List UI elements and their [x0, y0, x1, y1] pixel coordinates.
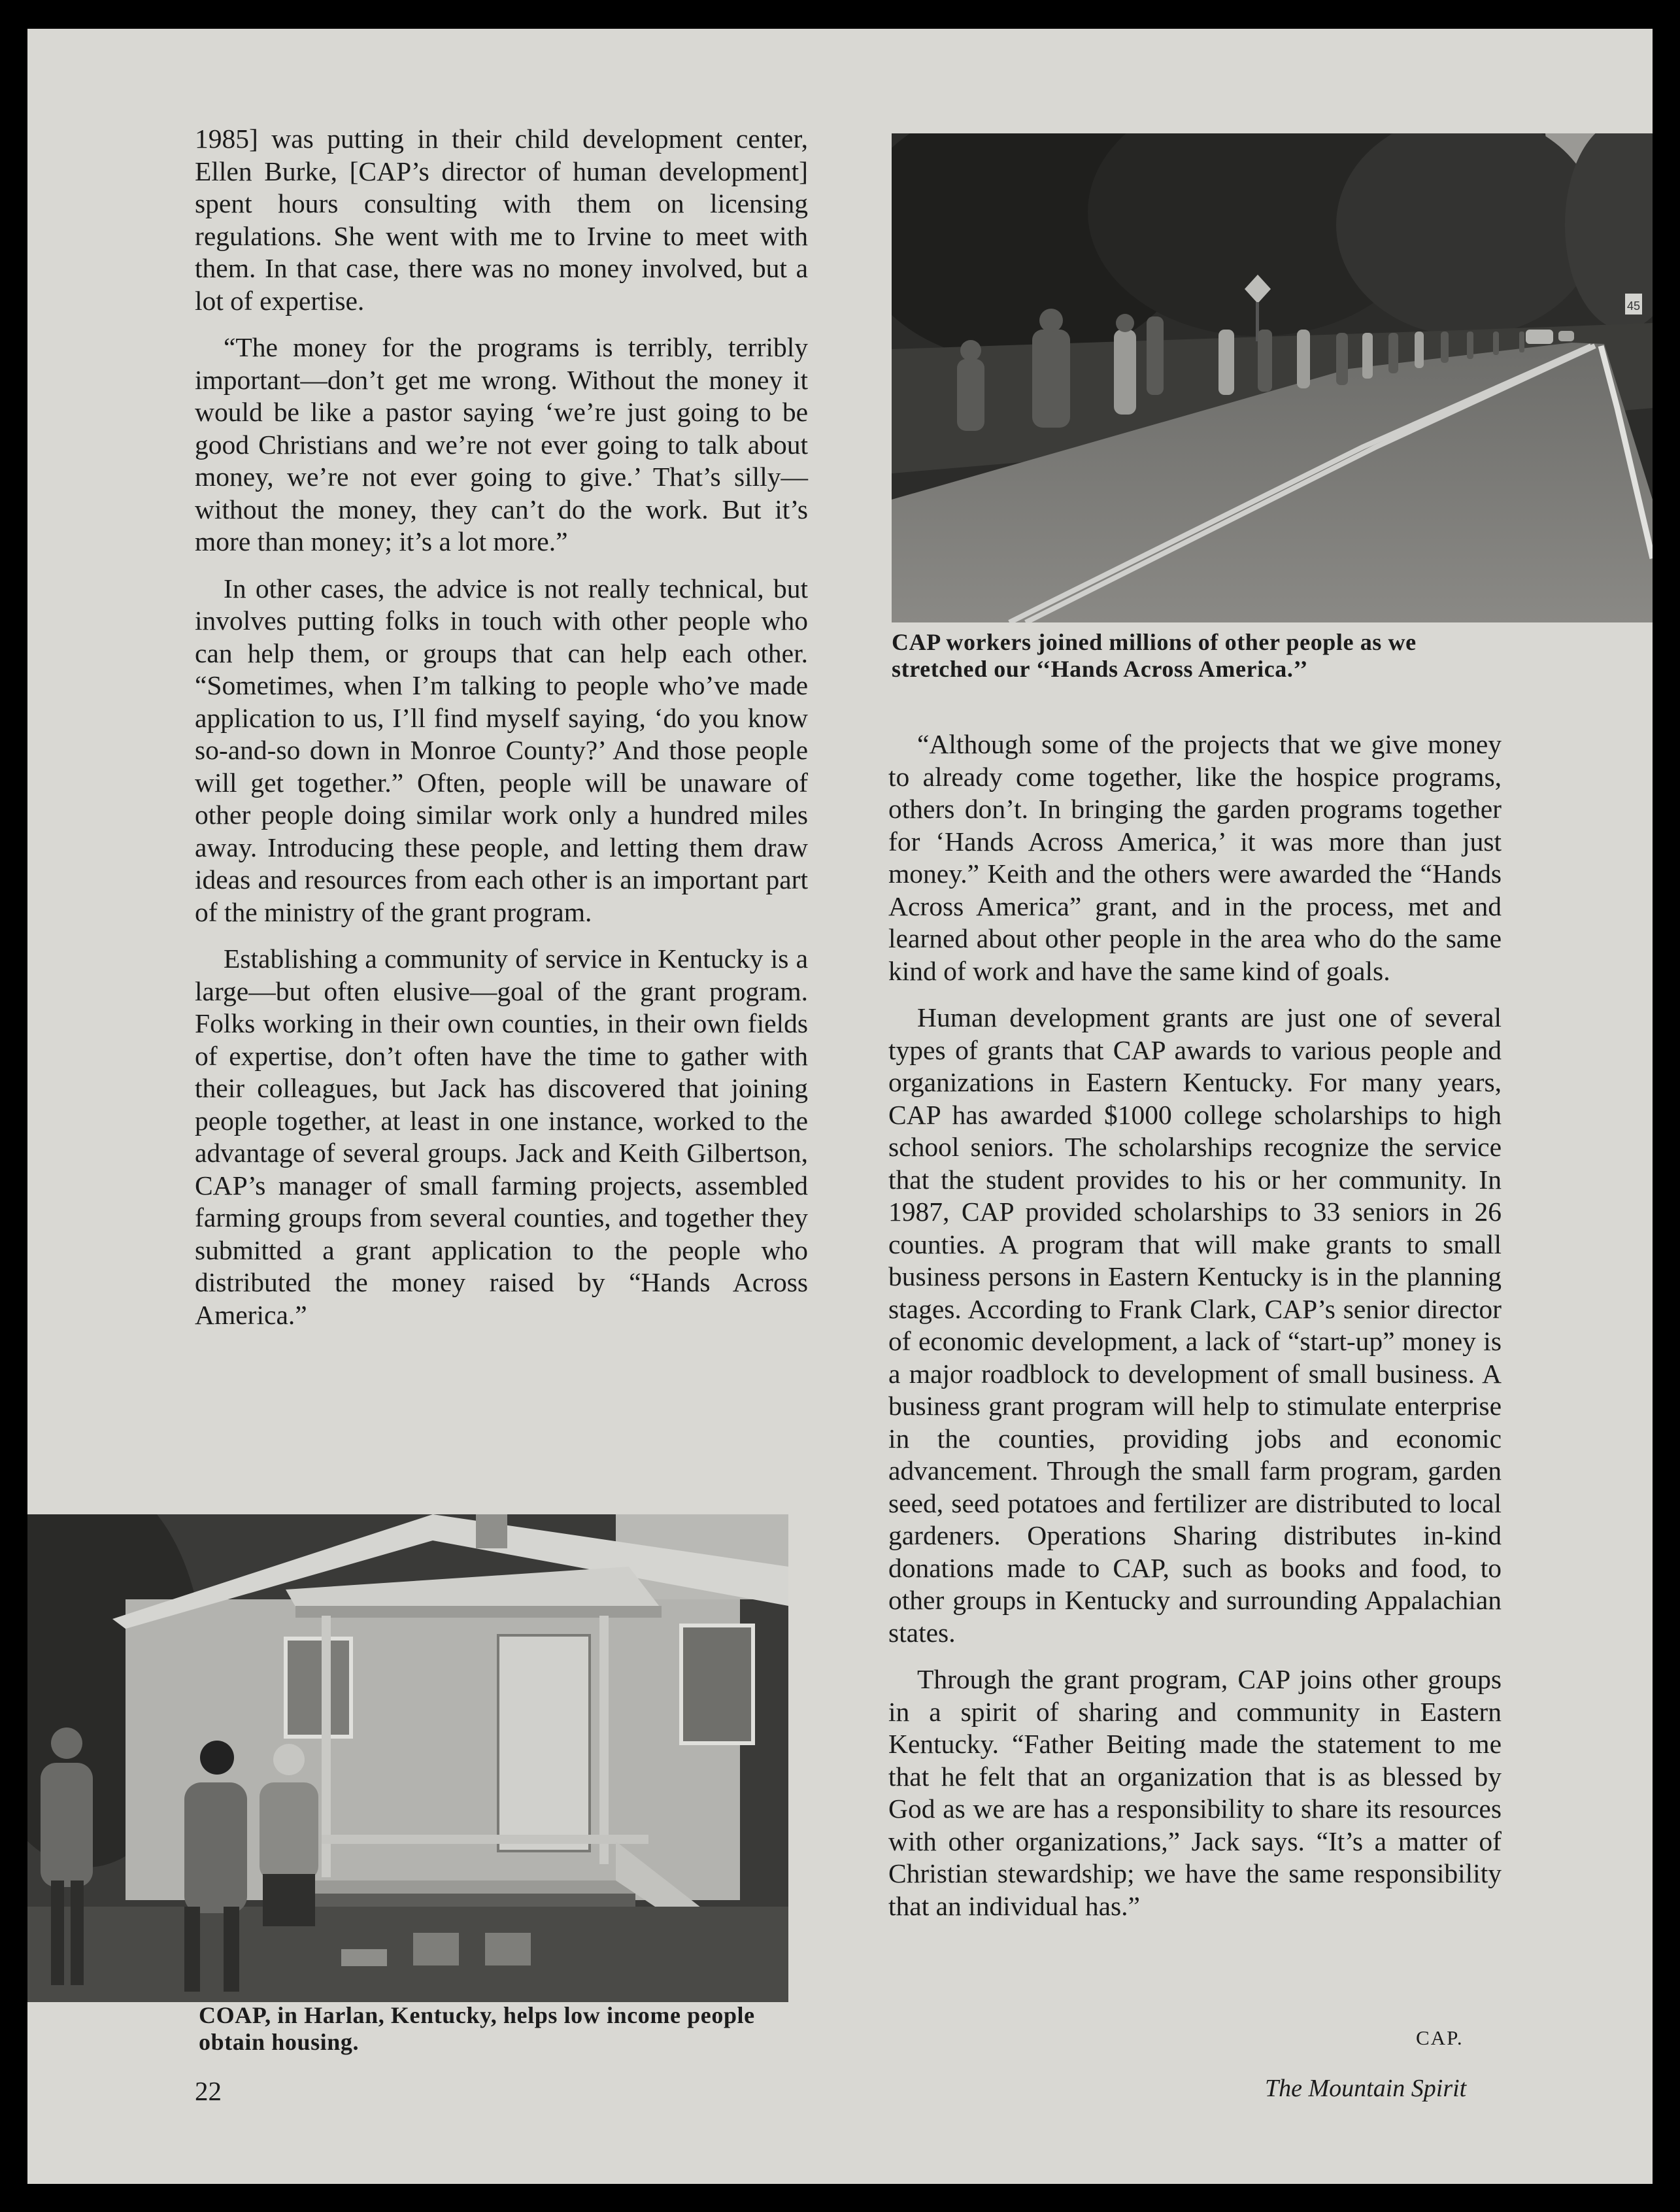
page-number: 22: [195, 2076, 222, 2106]
hands-across-america-photo: [892, 133, 1653, 622]
publication-name: The Mountain Spirit: [1265, 2075, 1467, 2102]
signature: CAP.: [1416, 2026, 1464, 2049]
house-photo-caption: COAP, in Harlan, Kentucky, helps low income people obtain housing.: [199, 2002, 755, 2055]
paragraph: 1985] was putting in their child development center, Ellen Burke, [CAP’s director of human development] spent hours consulting with them on licensing regulations. She went with me to Irvine to meet with them. In that case, there was no money involved, but a lot of expertise.: [195, 124, 808, 316]
road-photo-caption: CAP workers joined millions of other people as we stretched our ‘‘Hands Across America.’’: [892, 629, 1417, 682]
left-column: [195, 123, 808, 1346]
right-column: [888, 728, 1502, 1937]
house-photo: [27, 1514, 788, 2002]
paragraph: “The money for the programs is terribly, terribly important—don’t get me wrong. Without the money it would be like a pastor saying ‘we’re just going to be good Christians and we’re not ever going to talk about money, we’re not ever going to give.’ That’s silly—without the money, they can’t do the work. But it’s more than money; it’s a lot more.”: [195, 332, 808, 556]
paragraph: “Although some of the projects that we give money to already come together, like the hospice programs, others don’t. In bringing the garden programs together for ‘Hands Across America,’ it was more than just money.” Keith and the others were awarded the “Hands Across America” grant, and in the process, met and learned about other people in the area who do the same kind of work and have the same kind of goals.: [888, 729, 1502, 986]
paragraph: Through the grant program, CAP joins other groups in a spirit of sharing and community in Eastern Kentucky. “Father Beiting made the statement to me that he felt that an organization that is as blessed by God as we are has a responsibility to share its resources with other organizations,” Jack says. “It’s a matter of Christian stewardship; we have the same responsibility that an individual has.”: [888, 1664, 1502, 1921]
paragraph: Establishing a community of service in Kentucky is a large—but often elusive—goal of the grant program. Folks working in their own counties, in their own fields of expertise, don’t often have the time to gather with their colleagues, but Jack has discovered that joining people together, at least in one instance, worked to the advantage of several groups. Jack and Keith Gilbertson, CAP’s manager of small farming projects, assembled farming groups from several counties, and together they submitted a grant application to the people who distributed the money raised by “Hands Across America.”: [195, 944, 808, 1330]
paragraph: In other cases, the advice is not really technical, but involves putting folks in touch with other people who can help them, or groups that can help each other. “Sometimes, when I’m talking to people who’ve made application to us, I’ll find myself saying, ‘do you know so-and-so down in Monroe County?’ And those people will get together.” Often, people will be unaware of other people doing similar work only a hundred miles away. Introducing these people, and letting them draw ideas and resources from each other is an important part of the ministry of the grant program.: [195, 573, 808, 927]
magazine-page: [27, 29, 1653, 2184]
speed-sign-text: 45: [1626, 299, 1641, 313]
paragraph: Human development grants are just one of several types of grants that CAP awards to various people and organizations in Eastern Kentucky. For many years, CAP has awarded $1000 college scholarships to high school seniors. The scholarships recognize the service that the student provides to his or her community. In 1987, CAP provided scholarships to 33 seniors in 26 counties. A program that will make grants to small business persons in Eastern Kentucky is in the planning stages. According to Frank Clark, CAP’s senior director of economic development, a lack of “start-up” money is a major roadblock to development of small business. A business grant program will help to stimulate enterprise in the counties, providing jobs and economic advancement. Through the small farm program, garden seed, seed potatoes and fertilizer are distributed to local gardeners. Operations Sharing distributes in-kind donations made to CAP, such as books and food, to other groups in Kentucky and surrounding Appalachian states.: [888, 1002, 1502, 1648]
